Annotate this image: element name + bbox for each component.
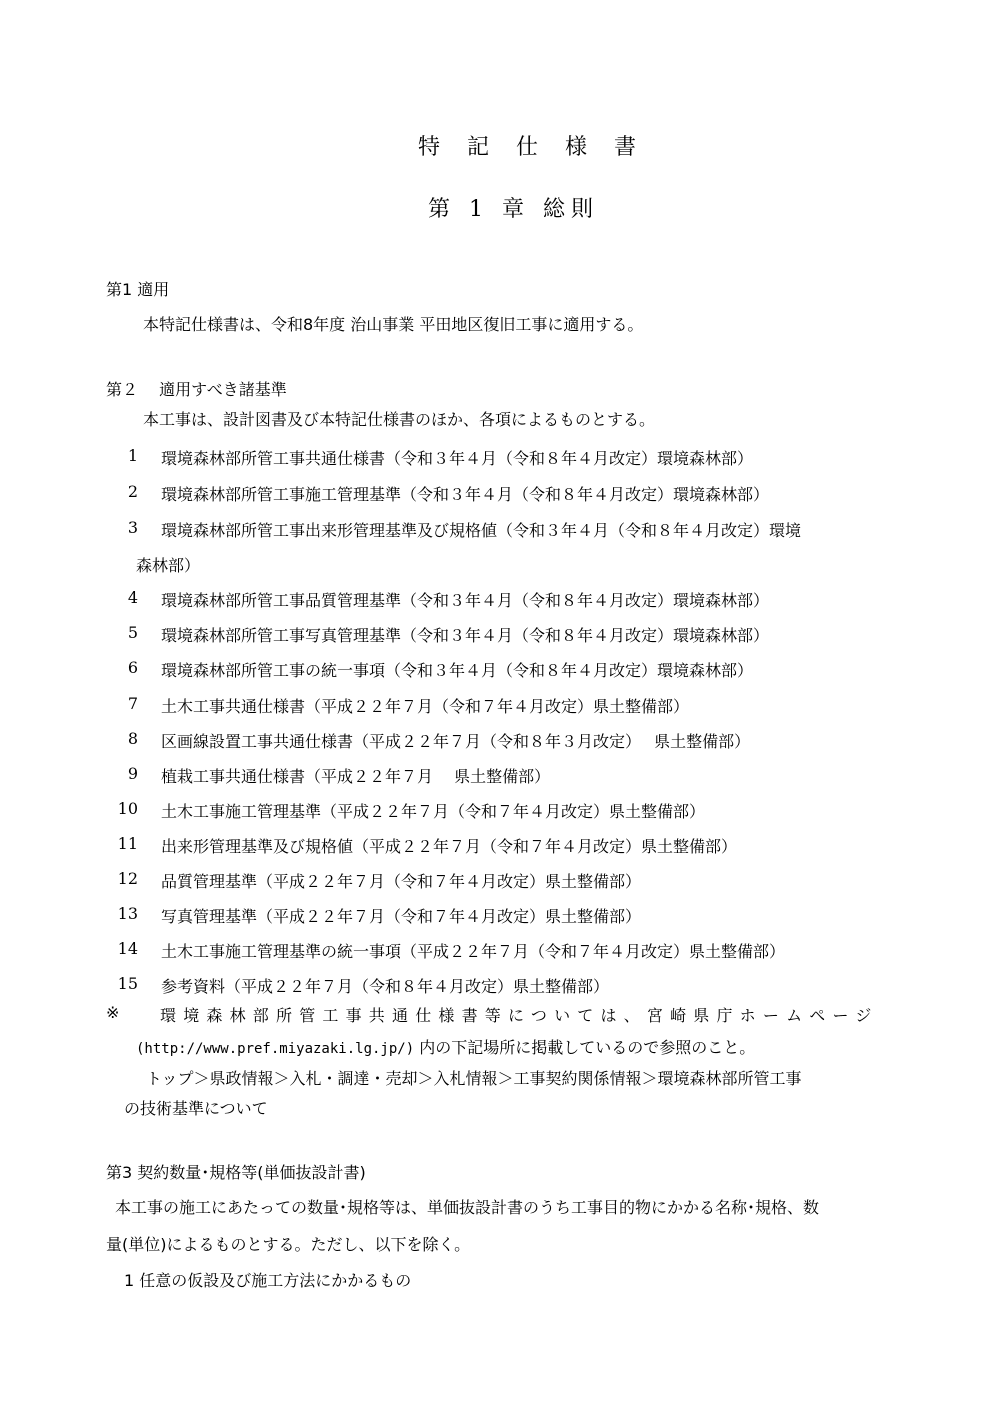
section3-body-line1: 本工事の施工にあたっての数量･規格等は、単価抜設計書のうち工事目的物にかかる名称･規格、数 bbox=[115, 1198, 820, 1217]
standard-item-continuation: 森林部） bbox=[136, 556, 201, 575]
section3-heading: 第3 契約数量･規格等(単価抜設計書) bbox=[106, 1163, 366, 1182]
document-title: 特 記 仕 様 書 bbox=[418, 135, 646, 160]
standard-item-number: 5 bbox=[127, 623, 138, 642]
section3-item1: 1 任意の仮設及び施工方法にかかるもの bbox=[124, 1271, 412, 1290]
standard-item-text: 土木工事施工管理基準（平成２２年７月（令和７年４月改定）県土整備部） bbox=[161, 802, 706, 821]
note-line2-rest: 内の下記場所に掲載しているので参照のこと。 bbox=[419, 1038, 756, 1057]
standard-item-number: 1 bbox=[127, 446, 138, 465]
note-line2 bbox=[136, 1035, 755, 1058]
chapter-heading: 第 1 章 総則 bbox=[428, 197, 599, 222]
standard-item-number: 7 bbox=[127, 694, 138, 713]
standard-item-number: 2 bbox=[127, 482, 138, 501]
standard-item-text: 環境森林部所管工事品質管理基準（令和３年４月（令和８年４月改定）環境森林部） bbox=[161, 591, 770, 610]
note-mark: ※ bbox=[106, 1003, 120, 1022]
standard-item-text: 環境森林部所管工事写真管理基準（令和３年４月（令和８年４月改定）環境森林部） bbox=[161, 626, 770, 645]
standard-item-number: 15 bbox=[117, 974, 138, 993]
note-url: (http://www.pref.miyazaki.lg.jp/) bbox=[136, 1041, 415, 1057]
standard-item-text: 区画線設置工事共通仕様書（平成２２年７月（令和８年３月改定） 県土整備部） bbox=[161, 732, 751, 751]
standard-item-number: 8 bbox=[127, 729, 138, 748]
note-path-line2: の技術基準について bbox=[124, 1099, 268, 1118]
standard-item-text: 土木工事共通仕様書（平成２２年７月（令和７年４月改定）県土整備部） bbox=[161, 697, 690, 716]
standard-item-text: 土木工事施工管理基準の統一事項（平成２２年７月（令和７年４月改定）県土整備部） bbox=[161, 942, 786, 961]
section2-heading: 第２ 適用すべき諸基準 bbox=[106, 380, 287, 399]
standard-item-text: 写真管理基準（平成２２年７月（令和７年４月改定）県土整備部） bbox=[161, 907, 642, 926]
standard-item-text: 環境森林部所管工事共通仕様書（令和３年４月（令和８年４月改定）環境森林部） bbox=[161, 449, 754, 468]
standard-item-text: 品質管理基準（平成２２年７月（令和７年４月改定）県土整備部） bbox=[161, 872, 642, 891]
section1-heading: 第1 適用 bbox=[106, 280, 170, 299]
standard-item-number: 11 bbox=[117, 834, 138, 853]
standard-item-number: 12 bbox=[117, 869, 138, 888]
standard-item-number: 13 bbox=[117, 904, 138, 923]
standard-item-number: 9 bbox=[127, 764, 138, 783]
standard-item-text: 環境森林部所管工事施工管理基準（令和３年４月（令和８年４月改定）環境森林部） bbox=[161, 485, 770, 504]
standard-item-number: 10 bbox=[117, 799, 138, 818]
standard-item-text: 参考資料（平成２２年７月（令和８年４月改定）県土整備部） bbox=[161, 977, 610, 996]
standard-item-text: 出来形管理基準及び規格値（平成２２年７月（令和７年４月改定）県土整備部） bbox=[161, 837, 738, 856]
standard-item-number: 4 bbox=[127, 588, 138, 607]
section3-body-line2: 量(単位)によるものとする。ただし、以下を除く。 bbox=[106, 1235, 471, 1254]
standard-item-text: 環境森林部所管工事の統一事項（令和３年４月（令和８年４月改定）環境森林部） bbox=[161, 661, 754, 680]
standard-item-text: 環境森林部所管工事出来形管理基準及び規格値（令和３年４月（令和８年４月改定）環境 bbox=[161, 521, 802, 540]
section2-intro: 本工事は、設計図書及び本特記仕様書のほか、各項によるものとする。 bbox=[143, 410, 656, 429]
standard-item-text: 植栽工事共通仕様書（平成２２年７月 県土整備部） bbox=[161, 767, 551, 786]
standard-item-number: 14 bbox=[117, 939, 138, 958]
standard-item-number: 6 bbox=[127, 658, 138, 677]
note-path-line1: トップ＞県政情報＞入札・調達・売却＞入札情報＞工事契約関係情報＞環境森林部所管工事 bbox=[146, 1069, 802, 1088]
standard-item-number: 3 bbox=[127, 518, 138, 537]
note-line1: 環境森林部所管工事共通仕様書等については、宮崎県庁ホームページ bbox=[160, 1006, 879, 1025]
section1-body: 本特記仕様書は、令和8年度 治山事業 平田地区復旧工事に適用する。 bbox=[143, 315, 644, 334]
